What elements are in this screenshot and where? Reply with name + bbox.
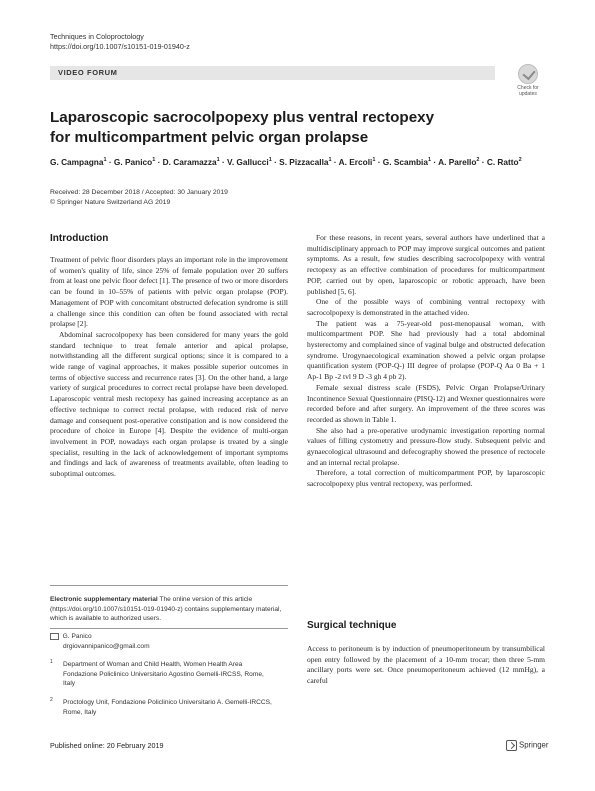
copyright: © Springer Nature Switzerland AG 2019 <box>50 199 171 206</box>
title-line-2: for multicompartment pelvic organ prolapse <box>50 129 369 146</box>
intro-body <box>50 255 288 480</box>
esm-label: Electronic supplementary material <box>50 596 158 603</box>
paragraph: One of the possible ways of combining ventral rectopexy with sacrocolpopexy is demonstrated in the attached video. <box>307 297 545 317</box>
running-header <box>50 32 190 52</box>
doi-link[interactable]: https://doi.org/10.1007/s10151-019-01940-z <box>50 42 190 51</box>
author[interactable]: A. Ercoli$^1$ <box>338 157 376 167</box>
section-label: VIDEO FORUM <box>58 68 118 77</box>
article-title <box>50 108 434 148</box>
article-dates <box>50 188 228 208</box>
author[interactable]: V. Gallucci$^1$ <box>227 157 272 167</box>
esm-text: The online version of this article (https://doi.org/10.1007/s10151-019-01940-z) contains supplementary material, which is available to authorized users. <box>50 596 282 622</box>
author[interactable]: D. Caramazza$^1$ <box>162 157 220 167</box>
right-column <box>307 233 545 490</box>
paragraph: Female sexual distress scale (FSDS), Pelvic Organ Prolapse/Urinary Incontinence Sexual Questionnaire (PISQ-12) and Wexner questionnaires were recorded before and after surgery. An improvement of the three scores was recorded as shown in Table 1. <box>307 382 545 424</box>
publisher-logo: Springer <box>506 740 548 751</box>
paragraph: The patient was a 75-year-old post-menopausal woman, with multicompartment POP. She had previously had a total abdominal hysterectomy and complained since of vaginal bulge and obstructed defecation syndrome. Urogynaecological examination showed a pelvic organ prolapse quantification system (POP-Q-) III degree of prolapse (POP-Q Aa 0 Ba + 1 Ap-1 Bp -2 tvl 9 D -3 gh 4 pb 2). <box>307 318 545 382</box>
corresp-name: G. Panico <box>62 633 92 640</box>
springer-horse-icon <box>506 740 517 751</box>
check-updates-icon <box>518 64 538 84</box>
surgical-heading: Surgical technique <box>307 620 397 631</box>
badge-line1: Check for <box>517 85 539 91</box>
mail-icon <box>50 633 59 640</box>
author-list: G. Campagna$^1$ · G. Panico$^1$ · D. Caramazza$^1$ · V. Gallucci$^1$ · S. Pizzacalla$^1$ · A. Ercoli$^1$ · G. Scambia$^1$ · A. Parello$^2$ · C. Ratto$^2$ <box>50 157 522 167</box>
journal-name: Techniques in Coloproctology <box>50 32 144 41</box>
footnote-divider <box>50 585 288 586</box>
paragraph: Abdominal sacrocolpopexy has been considered for many years the gold standard technique to treat female anterior and apical prolapse, notwithstanding all the different surgical options; since it is compared to a wide range of vaginal approaches, it makes possible superior outcomes in terms of objective success and recurrence rates [3]. On the other hand, a large variety of surgical procedures to correct rectal prolapse have been developed. Laparoscopic ventral mesh rectopexy has gained increasing acceptance as an effective technique to correct rectal prolapse, with reduced risk of nerve damage and consequent post-operative constipation and is now considered the procedure of choice in Europe [4]. Despite the evidence of multi-organ involvement in POP, nowadays each organ prolapse is treated by a single specialist, resulting in the lack of acknowledgement of important symptoms and findings and lack of awareness of treatments available, often leading to suboptimal outcomes. <box>50 329 288 479</box>
received-accepted: Received: 28 December 2018 / Accepted: 30 January 2019 <box>50 189 228 196</box>
paragraph: Access to peritoneum is by induction of pneumoperitoneum by transumbilical open entry followed by the placement of a 10-mm trocar; then three 5-mm ancillary ports were set. Once pneumoperitoneum achieved (12 mmHg), a careful <box>307 644 545 686</box>
check-for-updates-badge[interactable] <box>512 64 544 98</box>
badge-line2: updates <box>519 91 537 97</box>
author[interactable]: G. Panico$^1$ <box>113 157 156 167</box>
paragraph: Treatment of pelvic floor disorders plays an important role in the improvement of women's quality of life, since 25% of female population over 20 suffers from at least one pelvic floor defect [1]. The presence of two or more disorders can be found in 10–55% of patients with pelvic organ prolapse (POP). Management of POP with concomitant obstructed defecation syndrome is still a challenge since this condition can often be found associated with rectal prolapse [2]. <box>50 255 288 329</box>
paragraph: Therefore, a total correction of multicompartment POP, by laparoscopic sacrocolpopexy plus ventral rectopexy, was performed. <box>307 468 545 489</box>
corresp-email[interactable]: drgiovannipanico@gmail.com <box>63 642 150 650</box>
author[interactable]: S. Pizzacalla$^1$ <box>279 157 332 167</box>
affiliation-1: 1 Department of Woman and Child Health, Women Health Area Fondazione Policlinico Universitario Agostino Gemelli-IRCSS, Rome, Italy <box>50 659 264 687</box>
intro-heading: Introduction <box>50 233 109 244</box>
affiliation-2: 2 Proctology Unit, Fondazione Policlinico Universitario A. Gemelli-IRCCS, Rome, Italy <box>50 697 272 716</box>
footnote-divider <box>50 628 288 629</box>
author[interactable]: C. Ratto$^2$ <box>486 157 522 167</box>
author[interactable]: G. Scambia$^1$ <box>382 157 432 167</box>
esm-note <box>50 595 288 624</box>
published-online: Published online: 20 February 2019 <box>50 741 164 750</box>
author[interactable]: G. Campagna$^1$ <box>50 157 107 167</box>
title-line-1: Laparoscopic sacrocolpopexy plus ventral rectopexy <box>50 109 435 126</box>
paragraph: She also had a pre-operative urodynamic investigation reporting normal values of filling cystometry and pressure-flow study. Subsequent pelvic and gynaecological ultrasound and defecography showed the presence of rectocele and an internal rectal prolapse. <box>307 425 545 467</box>
correspondence <box>50 632 288 651</box>
author[interactable]: A. Parello$^2$ <box>438 157 480 167</box>
surgical-body <box>307 644 545 687</box>
paragraph: For these reasons, in recent years, several authors have underlined that a multidisciplinary approach to POP may improve surgical outcomes and patient symptoms. As a result, few studies describing sacrocolpopexy with ventral rectopexy as an effective combination of procedures for multicompartment POP, carried out by open, laparoscopic or robotic approach, have been published [5, 6]. <box>307 233 545 296</box>
